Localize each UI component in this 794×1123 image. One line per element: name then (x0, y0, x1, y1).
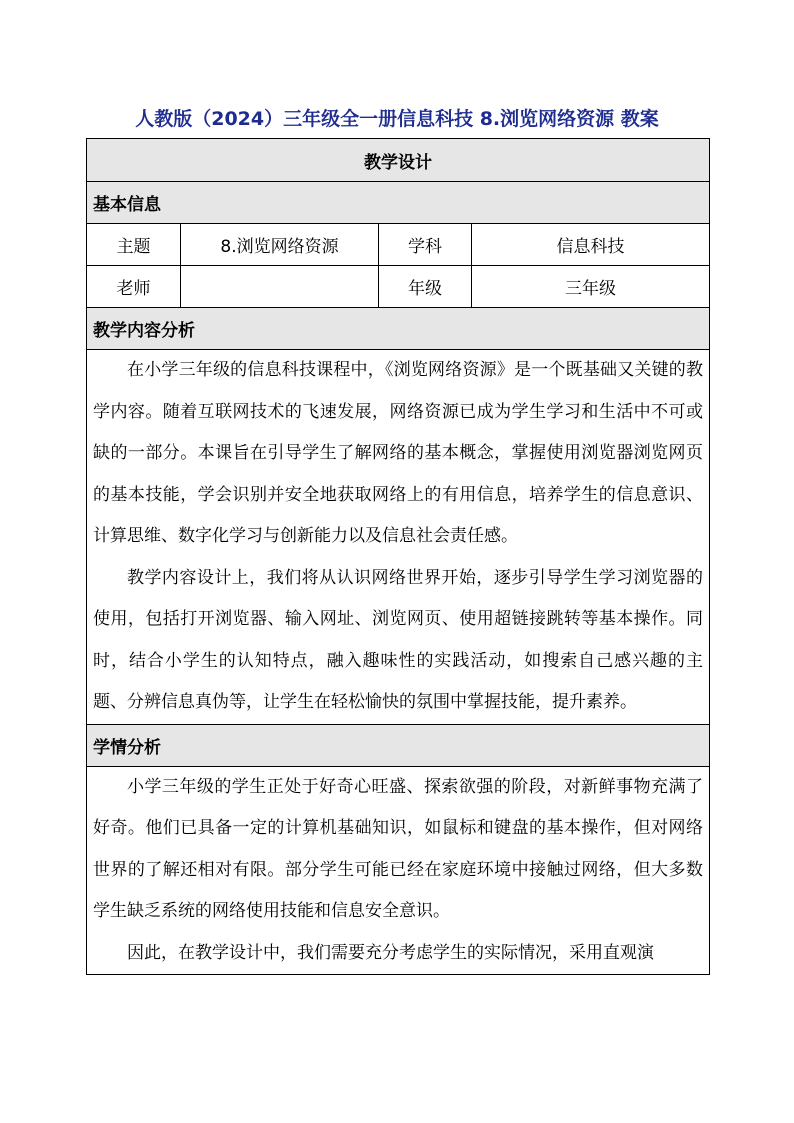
teacher-label: 老师 (87, 266, 181, 308)
subject-value: 信息科技 (472, 224, 710, 266)
content-analysis-body (87, 350, 710, 725)
basic-info-heading-text: 基本信息 (93, 195, 161, 215)
learner-analysis-body (87, 766, 710, 975)
topic-value: 8.浏览网络资源 (181, 224, 379, 266)
learner-analysis-heading (87, 724, 710, 766)
lesson-plan-table (86, 138, 710, 975)
learner-paragraph: 小学三年级的学生正处于好奇心旺盛、探索欲强的阶段，对新鲜事物充满了好奇。他们已具备一定的计算机基础知识，如鼠标和键盘的基本操作，但对网络世界的了解还相对有限。部分学生可能已经在家庭环境中接触过网络，但大多数学生缺乏系统的网络使用技能和信息安全意识。 (93, 776, 703, 921)
subject-label: 学科 (379, 224, 472, 266)
learner-paragraph: 因此，在教学设计中，我们需要充分考虑学生的实际情况，采用直观演 (127, 942, 654, 963)
document-title: 人教版（2024）三年级全一册信息科技 8.浏览网络资源 教案 (135, 108, 659, 130)
content-analysis-heading-text: 教学内容分析 (93, 321, 195, 341)
table-header: 教学设计 (87, 139, 710, 182)
teacher-value (181, 266, 379, 308)
grade-label: 年级 (379, 266, 472, 308)
content-analysis-heading (87, 308, 710, 350)
content-paragraph: 教学内容设计上，我们将从认识网络世界开始，逐步引导学生学习浏览器的使用，包括打开浏览器、输入网址、浏览网页、使用超链接跳转等基本操作。同时，结合小学生的认知特点，融入趣味性的实践活动，如搜索自己感兴趣的主题、分辨信息真伪等，让学生在轻松愉快的氛围中掌握技能，提升素养。 (93, 567, 703, 712)
content-paragraph: 在小学三年级的信息科技课程中，《浏览网络资源》是一个既基础又关键的教学内容。随着互联网技术的飞速发展，网络资源已成为学生学习和生活中不可或缺的一部分。本课旨在引导学生了解网络的基本概念，掌握使用浏览器浏览网页的基本技能，学会识别并安全地获取网络上的有用信息，培养学生的信息意识、计算思维、数字化学习与创新能力以及信息社会责任感。 (93, 360, 703, 546)
basic-info-heading (87, 182, 710, 224)
grade-value: 三年级 (472, 266, 710, 308)
topic-label: 主题 (87, 224, 181, 266)
learner-analysis-heading-text: 学情分析 (93, 737, 161, 758)
